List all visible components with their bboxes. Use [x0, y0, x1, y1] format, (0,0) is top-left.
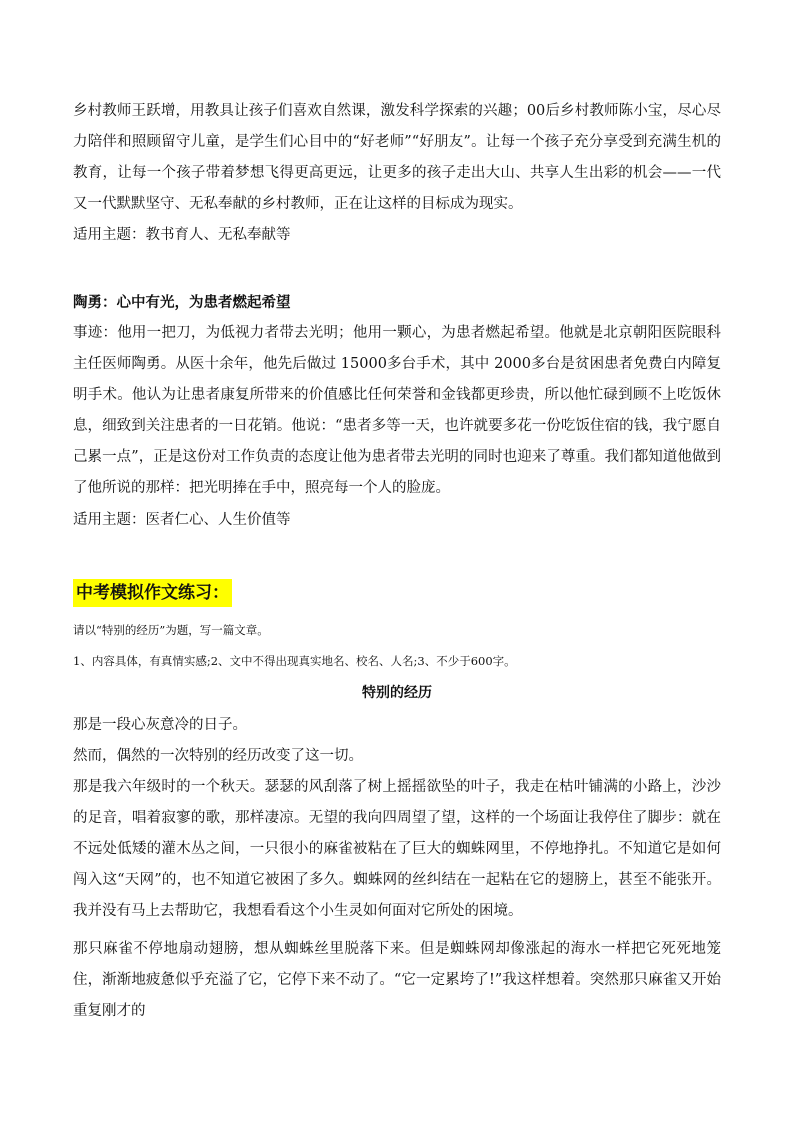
theme-line-1: 适用主题：教书育人、无私奉献等 — [73, 227, 291, 243]
practice-heading: 中考模拟作文练习： — [73, 579, 232, 607]
essay-paragraph-2: 那只麻雀不停地扇动翅膀，想从蜘蛛丝里脱落下来。但是蜘蛛网却像涨起的海水一样把它死死地笼住，渐渐地疲惫似乎充溢了它，它停下来不动了。“它一定累垮了!”我这样想着。突然那只麻雀又开始重复刚才的 — [73, 941, 721, 1019]
theme-line-2: 适用主题：医者仁心、人生价值等 — [73, 512, 291, 528]
tao-yong-paragraph: 事迹：他用一把刀，为低视力者带去光明；他用一颗心，为患者燃起希望。他就是北京朝阳医院眼科主任医师陶勇。从医十余年，他先后做过 15000多台手术，其中 2000多台是贫困患者免费白内障复明手术。他认为让患者康复所带来的价值感比任何荣誉和金钱都更珍贵，所以他忙碌到顾不上吃饭休息，细致到关注患者的一日花销。他说：“患者多等一天，也许就要多花一份吃饭住宿的钱，我宁愿自己累一点”，正是这份对工作负责的态度让他为患者带去光明的同时也迎来了尊重。我们都知道他做到了他所说的那样：把光明捧在手中，照亮每一个人的脸庞。 — [73, 325, 721, 496]
essay-title: 特别的经历 — [362, 685, 432, 701]
rural-teacher-paragraph: 乡村教师王跃增，用教具让孩子们喜欢自然课，激发科学探索的兴趣；00后乡村教师陈小宝，尽心尽力陪伴和照顾留守儿童，是学生们心目中的“好老师”“好朋友”。让每一个孩子充分享受到充满生机的教育，让每一个孩子带着梦想飞得更高更远，让更多的孩子走出大山、共享人生出彩的机会——一代又一代默默坚守、无私奉献的乡村教师，正在让这样的目标成为现实。 — [73, 103, 721, 212]
practice-requirements: 1、内容具体，有真情实感;2、文中不得出现真实地名、校名、人名;3、不少于600字。 — [73, 654, 516, 668]
essay-line-2: 然而，偶然的一次特别的经历改变了这一切。 — [73, 748, 363, 764]
story-title-tao-yong: 陶勇：心中有光，为患者燃起希望 — [73, 294, 291, 311]
practice-prompt: 请以“特别的经历”为题，写一篇文章。 — [73, 623, 269, 637]
essay-paragraph-1: 那是我六年级时的一个秋天。瑟瑟的风刮落了树上摇摇欲坠的叶子，我走在枯叶铺满的小路上，沙沙的足音，唱着寂寥的歌，那样凄凉。无望的我向四周望了望，这样的一个场面让我停住了脚步：就在不远处低矮的灌木丛之间，一只很小的麻雀被粘在了巨大的蜘蛛网里，不停地挣扎。不知道它是如何闯入这“天网”的，也不知道它被困了多久。蜘蛛网的丝纠结在一起粘在它的翅膀上，甚至不能张开。我并没有马上去帮助它，我想看看这个小生灵如何面对它所处的困境。 — [73, 779, 721, 919]
essay-line-1: 那是一段心灰意冷的日子。 — [73, 717, 247, 733]
